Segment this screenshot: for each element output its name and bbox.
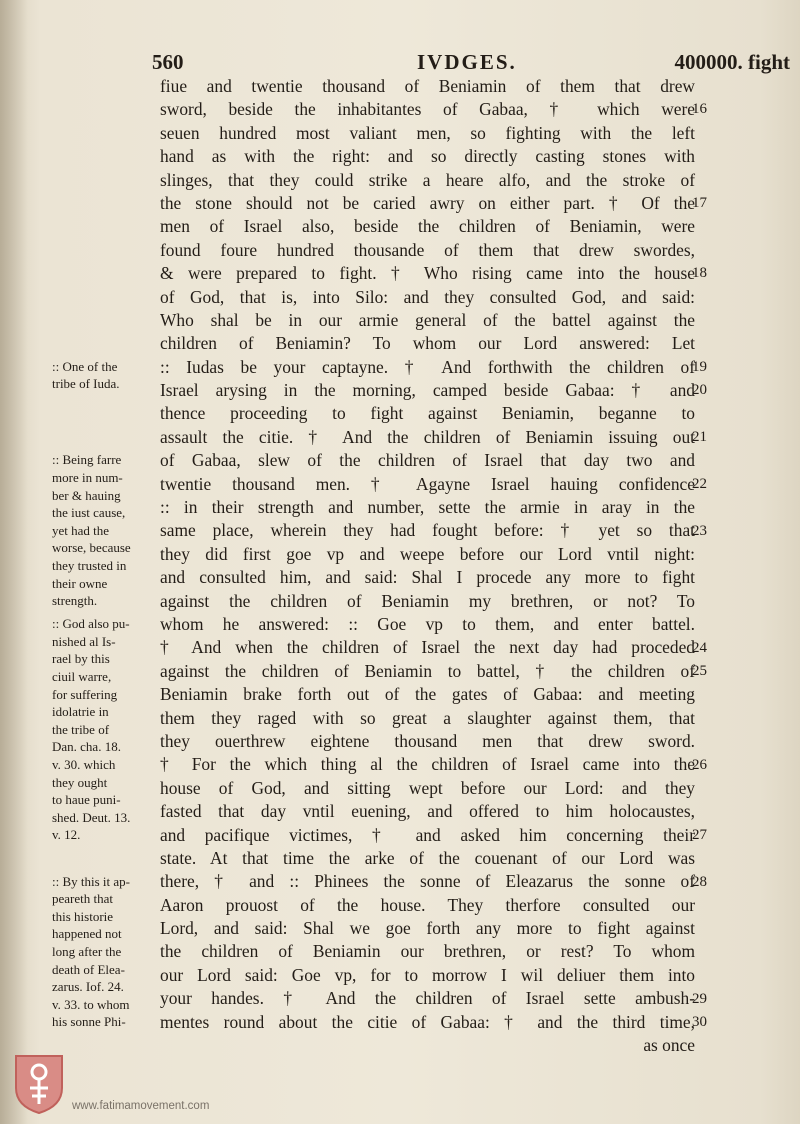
verse-number: 26	[692, 756, 707, 773]
margin-note-line: the tribe of	[52, 721, 110, 737]
verse-number: 28	[692, 873, 707, 890]
text-line: slinges, that they could strike a heare alfo, and the stroke of	[160, 169, 695, 190]
verse-number: 19	[692, 358, 707, 375]
verse-number: 18	[692, 265, 707, 282]
margin-note-line: Dan. cha. 18.	[52, 739, 121, 755]
margin-note-line: :: By this it ap-	[52, 873, 130, 889]
text-line: and consulted him, and said: Shal I procede any more to fight	[160, 567, 695, 588]
margin-note-line: for suffering	[52, 686, 118, 702]
margin-note-line: ber & hauing	[52, 487, 121, 503]
text-line: :: Iudas be your captayne. † And forthwith the children of	[160, 356, 695, 377]
text-line: against the children of Beniamin to battel, † the children of	[160, 660, 695, 681]
margin-note-line: they ought	[52, 774, 108, 790]
margin-note-line: death of Elea-	[52, 961, 125, 977]
margin-note-line: rael by this	[52, 651, 110, 667]
margin-note-line: tribe of Iuda.	[52, 376, 120, 392]
margin-note	[52, 615, 160, 844]
gutter-shadow	[0, 0, 28, 1124]
margin-note-line: yet had the	[52, 522, 110, 538]
margin-note-line: his sonne Phi-	[52, 1014, 126, 1030]
header-catchword: 400000. fight	[674, 50, 790, 74]
verse-number: 27	[692, 826, 707, 843]
main-text-column	[160, 75, 695, 1057]
text-line: † For the which thing al the children of Israel came into the	[160, 754, 695, 775]
margin-note	[52, 358, 160, 393]
text-line: Beniamin brake forth out of the gates of Gabaa: and meeting	[160, 684, 695, 705]
text-line: your handes. † And the children of Israel sette ambush-	[160, 988, 695, 1009]
text-line: against the children of Beniamin my brethren, or not? To	[160, 590, 695, 611]
text-line: † And when the children of Israel the next day had proceded	[160, 637, 695, 658]
verse-number: 22	[692, 475, 707, 492]
text-line: the stone should not be caried awry on either part. † Of the	[160, 192, 695, 213]
text-line: Aaron prouost of the house. They therfore consulted our	[160, 894, 695, 915]
page-number: 560	[152, 50, 184, 74]
text-line: there, † and :: Phinees the sonne of Eleazarus the sonne of	[160, 871, 695, 892]
text-line: fasted that day vntil euening, and offered to him holocaustes,	[160, 801, 695, 822]
text-line: & were prepared to fight. † Who rising came into the house	[160, 263, 695, 284]
margin-note-line: more in num-	[52, 469, 123, 485]
margin-note-line: :: God also pu-	[52, 616, 130, 632]
margin-note-line: peareth that	[52, 891, 113, 907]
margin-note-line: they trusted in	[52, 557, 127, 573]
text-line: Who shal be in our armie general of the battel against the	[160, 309, 695, 330]
text-line: our Lord said: Goe vp, for to morrow I wil deliuer them into	[160, 964, 695, 985]
margin-note	[52, 873, 160, 1031]
text-line: of Gabaa, slew of the children of Israel that day two and	[160, 450, 695, 471]
text-line: state. At that time the arke of the couenant of our Lord was	[160, 847, 695, 868]
verse-number: 30	[692, 1014, 707, 1030]
margin-note-line: :: Being farre	[52, 452, 122, 468]
margin-note	[52, 451, 160, 609]
text-line: seuen hundred most valiant men, so fighting with the left	[160, 122, 695, 143]
margin-note-line: zarus. Iof. 24.	[52, 979, 124, 995]
text-line: house of God, and sitting wept before our Lord: and they	[160, 777, 695, 798]
verse-number: 20	[692, 382, 707, 399]
text-line: found foure hundred thousande of them that drew swordes,	[160, 239, 695, 260]
text-line: children of Beniamin? To whom our Lord answered: Let	[160, 333, 695, 354]
text-line: :: in their strength and number, sette the armie in aray in the	[160, 497, 695, 518]
text-line: whom he answered: :: Goe vp to them, and enter battel.	[160, 613, 695, 634]
text-line: them they raged with so great a slaughter against them, that	[160, 707, 695, 728]
margin-note-line: v. 30. which	[52, 756, 116, 772]
text-line: hand as with the right: and so directly casting stones with	[160, 146, 695, 167]
verse-number: 29	[692, 990, 707, 1007]
margin-note-line: nished al Is-	[52, 633, 116, 649]
text-line: sword, beside the inhabitantes of Gabaa, † which were	[160, 99, 695, 120]
margin-note-line: shed. Deut. 13.	[52, 809, 131, 825]
margin-note-line: this historie	[52, 908, 114, 924]
text-line: twentie thousand men. † Agayne Israel hauing confidence	[160, 473, 695, 494]
text-line: mentes round about the citie of Gabaa: † and the third time,	[160, 1011, 695, 1032]
verse-number: 24	[692, 639, 707, 656]
verse-number: 25	[692, 663, 707, 679]
verse-number: 16	[692, 101, 707, 118]
margin-note-line: ciuil warre,	[52, 668, 112, 684]
margin-note-line: long after the	[52, 943, 122, 959]
margin-note-line: :: One of the	[52, 358, 118, 374]
fatima-movement-logo-icon	[12, 1052, 66, 1116]
text-line: they ouerthrew eightene thousand men that drew sword.	[160, 730, 695, 751]
margin-note-line: the iust cause,	[52, 505, 126, 521]
text-line: men of Israel also, beside the children of Beniamin, were	[160, 216, 695, 237]
catchword-bottom: as once	[643, 1035, 695, 1056]
margin-note-line: their owne	[52, 575, 108, 591]
verse-number: 21	[692, 429, 707, 445]
text-line: thence proceeding to fight against Beniamin, beganne to	[160, 403, 695, 424]
text-line: of God, that is, into Silo: and they consulted God, and said:	[160, 286, 695, 307]
margin-note-line: to haue puni-	[52, 792, 121, 808]
margin-note-line: strength.	[52, 593, 98, 609]
text-line: fiue and twentie thousand of Beniamin of them that drew	[160, 76, 695, 96]
margin-note-line: v. 33. to whom	[52, 996, 130, 1012]
footer-url[interactable]: www.fatimamovement.com	[72, 1100, 210, 1112]
text-line: and pacifique victimes, † and asked him concerning their	[160, 824, 695, 845]
text-line: Israel arysing in the morning, camped beside Gabaa: † and	[160, 380, 695, 401]
text-line: assault the citie. † And the children of Beniamin issuing out	[160, 426, 695, 447]
verse-number: 23	[692, 522, 707, 539]
text-line: Lord, and said: Shal we goe forth any more to fight against	[160, 918, 695, 939]
verse-number: 17	[692, 195, 707, 211]
running-title: IVDGES.	[417, 50, 517, 74]
margin-note-line: v. 12.	[52, 827, 81, 843]
margin-note-line: idolatrie in	[52, 704, 109, 720]
margin-note-line: happened not	[52, 926, 122, 942]
text-line: they did first goe vp and weepe before our Lord vntil night:	[160, 543, 695, 564]
margin-note-line: worse, because	[52, 540, 131, 556]
text-line: the children of Beniamin our brethren, or rest? To whom	[160, 941, 695, 962]
text-line: same place, wherein they had fought before: † yet so that	[160, 520, 695, 541]
